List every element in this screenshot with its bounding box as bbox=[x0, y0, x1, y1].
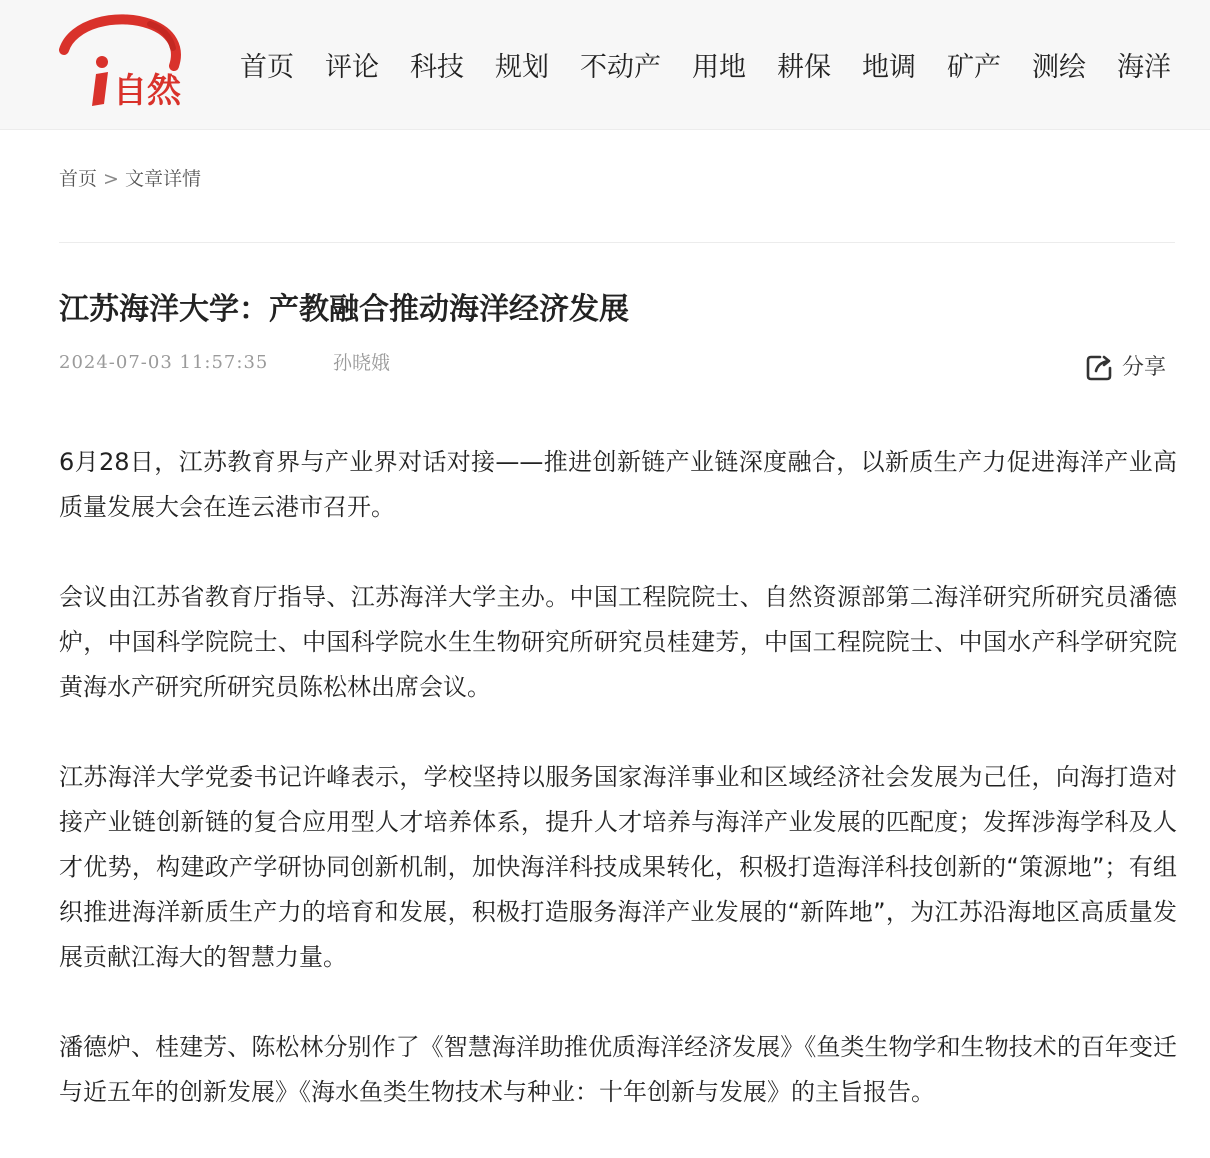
breadcrumb-current: 文章详情 bbox=[124, 168, 201, 190]
nav-ocean[interactable]: 海洋 bbox=[1117, 52, 1171, 83]
article-paragraph: 潘德炉、桂建芳、陈松林分别作了《智慧海洋助推优质海洋经济发展》《鱼类生物学和生物技术的百年变迁与近五年的创新发展》《海水鱼类生物技术与种业：十年创新与发展》的主旨报告。 bbox=[59, 1033, 1177, 1106]
breadcrumb-separator: > bbox=[103, 168, 119, 190]
nav-farmland[interactable]: 耕保 bbox=[777, 52, 831, 83]
article-author: 孙晓娥 bbox=[333, 352, 391, 374]
breadcrumb bbox=[59, 165, 201, 193]
nav-survey[interactable]: 地调 bbox=[862, 52, 916, 83]
nav-home[interactable]: 首页 bbox=[240, 52, 294, 83]
article-body bbox=[59, 440, 1177, 1158]
logo-icon bbox=[58, 14, 182, 118]
nav-land-use[interactable]: 用地 bbox=[692, 52, 746, 83]
main-nav bbox=[240, 48, 1171, 88]
nav-planning[interactable]: 规划 bbox=[495, 52, 549, 83]
article-paragraph: 会议由江苏省教育厅指导、江苏海洋大学主办。中国工程院院士、自然资源部第二海洋研究所研究员潘德炉，中国科学院院士、中国科学院水生生物研究所研究员桂建芳，中国工程院院士、中国水产科学研究院黄海水产研究所研究员陈松林出席会议。 bbox=[59, 583, 1177, 701]
header-divider bbox=[59, 242, 1175, 243]
share-button[interactable] bbox=[1084, 352, 1166, 384]
site-header bbox=[0, 0, 1210, 130]
nav-comment[interactable]: 评论 bbox=[325, 52, 379, 83]
article-date: 2024-07-03 11:57:35 bbox=[59, 352, 269, 373]
breadcrumb-home[interactable]: 首页 bbox=[59, 168, 98, 190]
article-paragraph: 6月28日，江苏教育界与产业界对话对接——推进创新链产业链深度融合，以新质生产力促进海洋产业高质量发展大会在连云港市召开。 bbox=[59, 448, 1177, 521]
logo-text: 自然 bbox=[113, 71, 181, 111]
share-label: 分享 bbox=[1122, 355, 1167, 380]
site-logo[interactable] bbox=[58, 14, 182, 118]
article-title: 江苏海洋大学：产教融合推动海洋经济发展 bbox=[59, 292, 629, 327]
nav-real-estate[interactable]: 不动产 bbox=[580, 52, 661, 83]
nav-mining[interactable]: 矿产 bbox=[947, 52, 1001, 83]
share-icon bbox=[1084, 353, 1114, 383]
nav-mapping[interactable]: 测绘 bbox=[1032, 52, 1086, 83]
nav-tech[interactable]: 科技 bbox=[410, 52, 464, 83]
article-paragraph: 江苏海洋大学党委书记许峰表示，学校坚持以服务国家海洋事业和区域经济社会发展为己任，向海打造对接产业链创新链的复合应用型人才培养体系，提升人才培养与海洋产业发展的匹配度；发挥涉海学科及人才优势，构建政产学研协同创新机制，加快海洋科技成果转化，积极打造海洋科技创新的“策源地”；有组织推进海洋新质生产力的培育和发展，积极打造服务海洋产业发展的“新阵地”，为江苏沿海地区高质量发展贡献江海大的智慧力量。 bbox=[59, 763, 1177, 971]
